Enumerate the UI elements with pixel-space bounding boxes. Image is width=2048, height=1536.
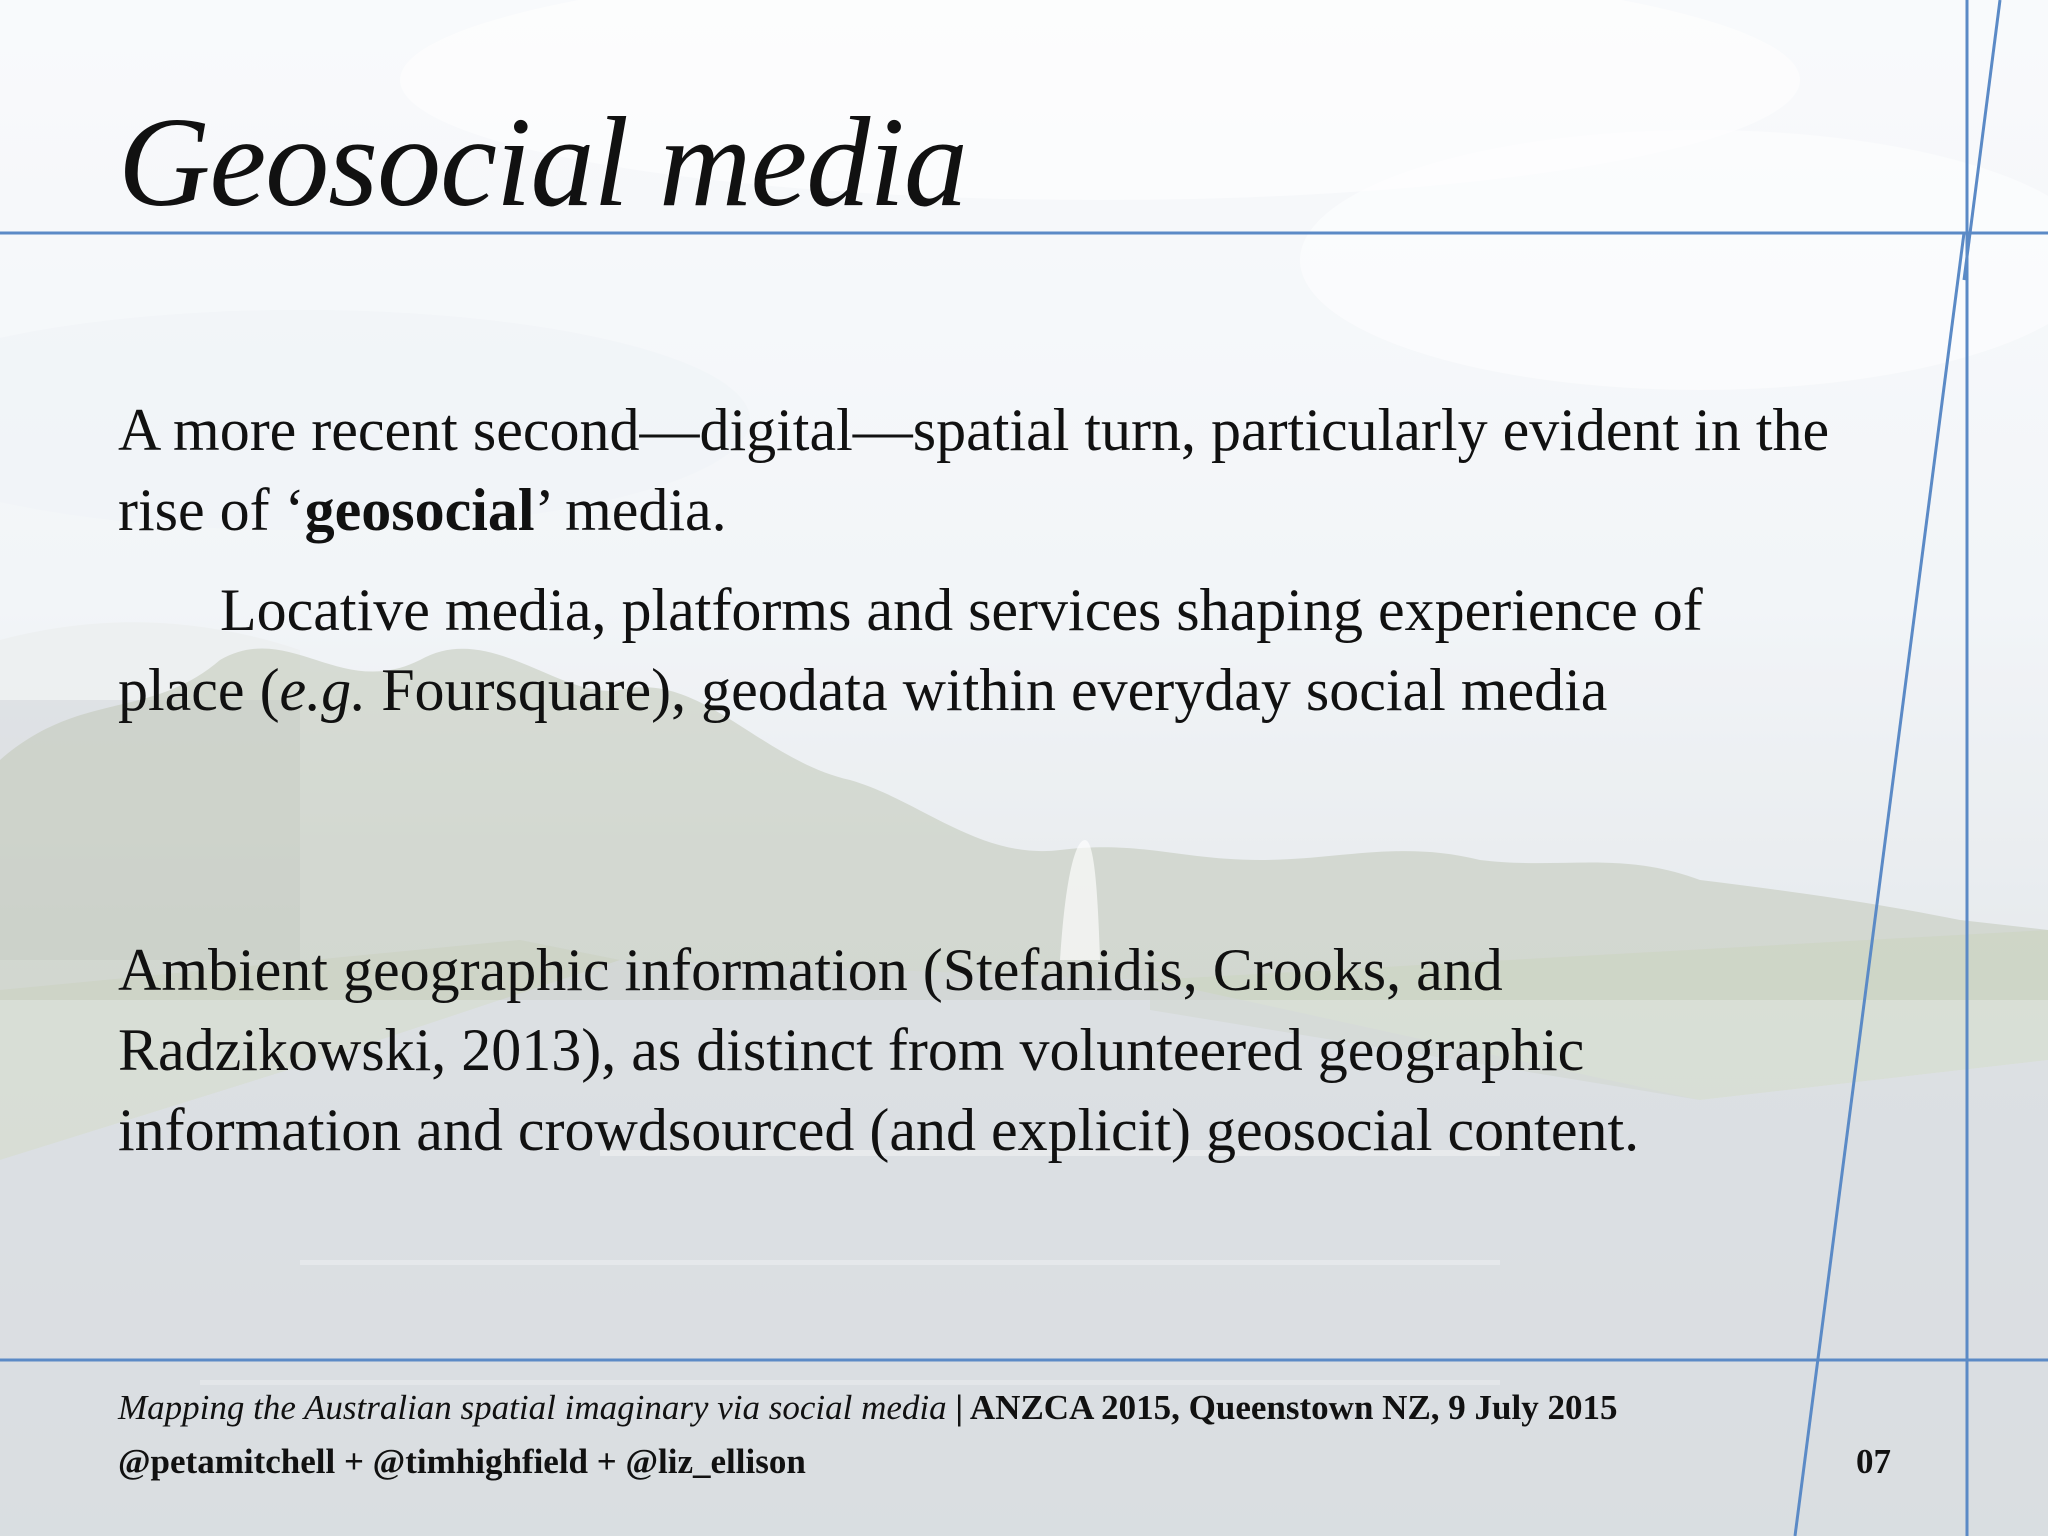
paragraph-2-text-after: Foursquare), geodata within everyday social media <box>366 657 1608 723</box>
paragraph-locative-media <box>118 570 1838 730</box>
footer-separator: | <box>946 1388 970 1427</box>
paragraph-1-text-after: ’ media. <box>534 477 727 543</box>
paragraph-2-emphasis: e.g. <box>279 657 367 723</box>
paragraph-2-text-before: Locative media, platforms and services shaping experience of place ( <box>118 577 1703 723</box>
footer-talk-title: Mapping the Australian spatial imaginary via social media <box>118 1388 947 1427</box>
paragraph-1-emphasis: geosocial <box>304 477 535 543</box>
paragraph-digital-spatial-turn <box>118 390 1838 550</box>
footer-authors: @petamitchell + @timhighfield + @liz_ellison <box>118 1442 806 1481</box>
slide-title: Geosocial media <box>118 91 967 233</box>
diagonal-rule-upper <box>1964 0 2000 280</box>
paragraph-1-text-before: A more recent second—digital—spatial turn, particularly evident in the rise of ‘ <box>118 397 1830 543</box>
footer-citation <box>118 1386 1617 1430</box>
page-number: 07 <box>1856 1442 1891 1481</box>
footer-event: ANZCA 2015, Queenstown NZ, 9 July 2015 <box>969 1388 1618 1427</box>
paragraph-ambient-geographic-information: Ambient geographic information (Stefanidis, Crooks, and Radzikowski, 2013), as distinct from volunteered geographic information and crowdsourced (and explicit) geosocial content. <box>118 937 1640 1163</box>
